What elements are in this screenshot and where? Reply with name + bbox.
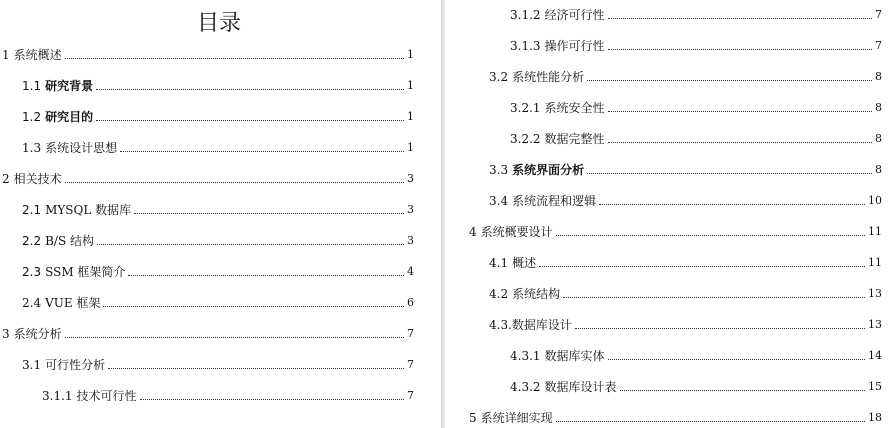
toc-entry-number: 3.2.2 bbox=[510, 132, 541, 146]
toc-entry-number: 4.3.2 bbox=[510, 380, 541, 394]
toc-dot-leader bbox=[65, 58, 404, 59]
toc-entry-number: 3 bbox=[2, 327, 10, 341]
toc-dot-leader bbox=[620, 390, 865, 391]
toc-entry[interactable] bbox=[489, 252, 882, 270]
toc-entry[interactable] bbox=[22, 137, 414, 155]
toc-entry-page: 13 bbox=[868, 287, 882, 300]
toc-entry-page: 18 bbox=[868, 411, 882, 424]
toc-entry-number: 2.2 bbox=[22, 234, 42, 248]
toc-entry-title: 数据库设计表 bbox=[544, 380, 617, 394]
toc-entry-number: 3.1.1 bbox=[42, 389, 73, 403]
toc-dot-leader bbox=[103, 306, 404, 307]
toc-entry[interactable] bbox=[22, 106, 414, 124]
toc-entry-page: 1 bbox=[407, 79, 414, 92]
toc-entry-number: 2 bbox=[2, 172, 10, 186]
toc-entry-number: 4.1 bbox=[489, 256, 509, 270]
toc-entry-title: 操作可行性 bbox=[544, 39, 605, 53]
toc-entry-number: 4 bbox=[469, 225, 477, 239]
toc-entry[interactable] bbox=[22, 199, 414, 217]
toc-entry-number: 4.3. bbox=[489, 318, 512, 332]
toc-dot-leader bbox=[97, 244, 404, 245]
toc-entry-title: 系统安全性 bbox=[544, 101, 605, 115]
toc-dot-leader bbox=[120, 151, 404, 152]
toc-entry-title: 系统设计思想 bbox=[45, 141, 118, 155]
toc-entry-page: 11 bbox=[868, 256, 882, 269]
toc-entry-page: 8 bbox=[875, 132, 882, 145]
toc-entry-number: 3.2.1 bbox=[510, 101, 541, 115]
toc-dot-leader bbox=[134, 213, 404, 214]
toc-entry-title: 相关技术 bbox=[13, 172, 62, 186]
toc-entry-page: 7 bbox=[407, 358, 414, 371]
toc-entry-title: 概述 bbox=[512, 256, 537, 270]
toc-entry[interactable] bbox=[510, 97, 882, 115]
toc-heading: 目录 bbox=[196, 11, 241, 36]
toc-entry-title: 系统界面分析 bbox=[512, 163, 585, 177]
toc-entry-number: 3.1.3 bbox=[510, 39, 541, 53]
toc-dot-leader bbox=[140, 399, 404, 400]
toc-entry-title: 研究目的 bbox=[45, 110, 94, 124]
toc-dot-leader bbox=[575, 328, 865, 329]
toc-dot-leader bbox=[96, 89, 404, 90]
toc-dot-leader bbox=[108, 368, 404, 369]
toc-entry-title: 系统分析 bbox=[13, 327, 62, 341]
toc-entry-number: 2.1 bbox=[22, 203, 42, 217]
toc-dot-leader bbox=[128, 275, 404, 276]
toc-dot-leader bbox=[608, 111, 872, 112]
toc-dot-leader bbox=[556, 235, 865, 236]
toc-dot-leader bbox=[96, 120, 404, 121]
toc-dot-leader bbox=[608, 142, 872, 143]
toc-entry-page: 3 bbox=[407, 172, 414, 185]
toc-entry[interactable] bbox=[489, 159, 882, 177]
toc-dot-leader bbox=[65, 182, 404, 183]
toc-entry[interactable] bbox=[510, 128, 882, 146]
toc-entry[interactable] bbox=[42, 385, 414, 403]
toc-entry[interactable] bbox=[22, 230, 414, 248]
toc-entry-title: VUE 框架 bbox=[45, 296, 101, 310]
toc-page-right bbox=[447, 0, 888, 428]
toc-entry-title: MYSQL 数据库 bbox=[45, 203, 132, 217]
toc-entry-number: 2.3 bbox=[22, 265, 42, 279]
toc-entry[interactable] bbox=[2, 323, 414, 341]
toc-entry-number: 1.2 bbox=[22, 110, 42, 124]
toc-dot-leader bbox=[556, 421, 865, 422]
toc-entry-title: SSM 框架简介 bbox=[45, 265, 126, 279]
toc-entry[interactable] bbox=[510, 4, 882, 22]
toc-entry[interactable] bbox=[489, 283, 882, 301]
toc-entry-title: 数据库实体 bbox=[544, 349, 605, 363]
toc-entry-title: 系统结构 bbox=[512, 287, 561, 301]
toc-entry[interactable] bbox=[22, 75, 414, 93]
toc-entry-number: 3.2 bbox=[489, 70, 509, 84]
toc-entry-title: 系统概述 bbox=[13, 48, 62, 62]
toc-entry-title: 系统性能分析 bbox=[512, 70, 585, 84]
toc-entry-title: 系统概要设计 bbox=[480, 225, 553, 239]
toc-entry-title: 数据完整性 bbox=[544, 132, 605, 146]
toc-dot-leader bbox=[587, 80, 872, 81]
toc-entry[interactable] bbox=[22, 292, 414, 310]
toc-entry-page: 3 bbox=[407, 203, 414, 216]
toc-entry[interactable] bbox=[489, 190, 882, 208]
toc-entry-title: 研究背景 bbox=[45, 79, 94, 93]
toc-dot-leader bbox=[587, 173, 872, 174]
toc-entry-page: 15 bbox=[868, 380, 882, 393]
toc-entry-number: 3.4 bbox=[489, 194, 509, 208]
toc-entry[interactable] bbox=[2, 168, 414, 186]
toc-entry[interactable] bbox=[2, 44, 414, 62]
toc-entry-number: 4.2 bbox=[489, 287, 509, 301]
page-gutter bbox=[441, 0, 445, 428]
toc-entry-number: 1.3 bbox=[22, 141, 42, 155]
toc-dot-leader bbox=[608, 359, 865, 360]
toc-entry-number: 3.3 bbox=[489, 163, 509, 177]
toc-entry[interactable] bbox=[469, 221, 882, 239]
toc-dot-leader bbox=[599, 204, 865, 205]
toc-entry-page: 13 bbox=[868, 318, 882, 331]
toc-entry-page: 1 bbox=[407, 110, 414, 123]
toc-entry[interactable] bbox=[489, 314, 882, 332]
toc-entry-page: 11 bbox=[868, 225, 882, 238]
toc-entry-number: 1 bbox=[2, 48, 10, 62]
toc-entry[interactable] bbox=[510, 345, 882, 363]
toc-entry-page: 8 bbox=[875, 101, 882, 114]
toc-entry-title: 数据库设计 bbox=[511, 318, 572, 332]
toc-entry[interactable] bbox=[510, 376, 882, 394]
toc-entry-number: 1.1 bbox=[22, 79, 42, 93]
toc-entry-page: 10 bbox=[868, 194, 882, 207]
toc-entry-page: 14 bbox=[868, 349, 882, 362]
toc-entry-title: 技术可行性 bbox=[76, 389, 137, 403]
toc-entry[interactable] bbox=[510, 35, 882, 53]
toc-entry-page: 7 bbox=[875, 8, 882, 21]
toc-entry-title: 系统详细实现 bbox=[480, 411, 553, 425]
toc-entry-number: 4.3.1 bbox=[510, 349, 541, 363]
toc-entry-page: 7 bbox=[875, 39, 882, 52]
toc-dot-leader bbox=[563, 297, 865, 298]
toc-entry[interactable] bbox=[22, 354, 414, 372]
toc-entry[interactable] bbox=[22, 261, 414, 279]
toc-dot-leader bbox=[608, 49, 872, 50]
toc-entry-title: 系统流程和逻辑 bbox=[512, 194, 597, 208]
toc-entry-title: 经济可行性 bbox=[544, 8, 605, 22]
toc-entry-page: 6 bbox=[407, 296, 414, 309]
toc-entry-page: 1 bbox=[407, 141, 414, 154]
toc-entry[interactable] bbox=[489, 66, 882, 84]
toc-entry-page: 3 bbox=[407, 234, 414, 247]
toc-entry[interactable] bbox=[469, 407, 882, 425]
toc-dot-leader bbox=[65, 337, 404, 338]
toc-entry-number: 3.1 bbox=[22, 358, 42, 372]
toc-entry-page: 4 bbox=[407, 265, 414, 278]
toc-entry-page: 8 bbox=[875, 70, 882, 83]
toc-entry-number: 5 bbox=[469, 411, 477, 425]
toc-dot-leader bbox=[539, 266, 865, 267]
toc-entry-title: B/S 结构 bbox=[45, 234, 94, 248]
toc-entry-page: 8 bbox=[875, 163, 882, 176]
toc-entry-page: 7 bbox=[407, 327, 414, 340]
toc-entry-title: 可行性分析 bbox=[45, 358, 106, 372]
toc-entry-page: 7 bbox=[407, 389, 414, 402]
toc-dot-leader bbox=[608, 18, 872, 19]
toc-entry-page: 1 bbox=[407, 48, 414, 61]
toc-entry-number: 3.1.2 bbox=[510, 8, 541, 22]
toc-entry-number: 2.4 bbox=[22, 296, 42, 310]
toc-page-left bbox=[0, 0, 438, 428]
